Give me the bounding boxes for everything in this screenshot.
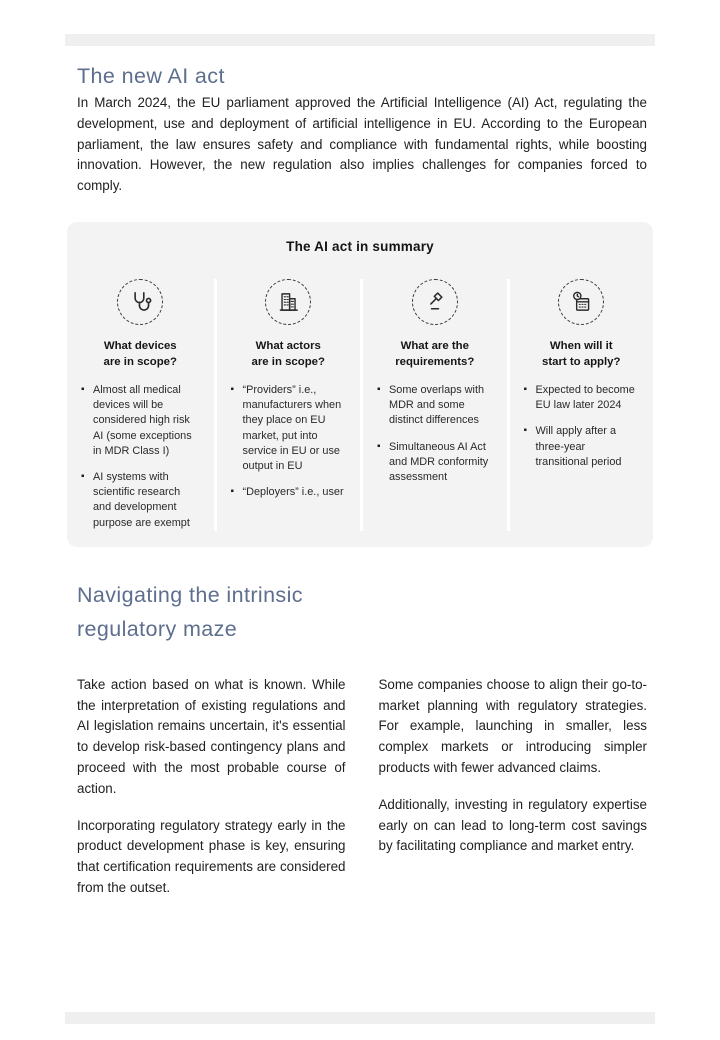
column-heading: What are the requirements?	[395, 339, 475, 368]
summary-card	[67, 222, 653, 547]
bullet-item: ▪ “Providers” i.e., manufacturers when they place on EU market, put into service in EU or use output in EU	[230, 383, 348, 474]
bullet-item: ▪ Simultaneous AI Act and MDR conformity assessment	[376, 440, 494, 486]
section1-title: The new AI act	[77, 64, 225, 88]
bullet-item: ▪ Will apply after a three-year transitional period	[523, 424, 641, 470]
paragraph: Additionally, investing in regulatory expertise early on can lead to long-term cost savings by facilitating compliance and market entry.	[378, 796, 647, 854]
paragraph: Incorporating regulatory strategy early in the product development phase is key, ensuring that certification requirements are considered from the outset.	[77, 817, 346, 895]
bullet-item: ▪ Expected to become EU law later 2024	[523, 383, 641, 413]
summary-column-actors	[214, 279, 361, 531]
building-icon	[265, 279, 311, 325]
column-bullet-list	[80, 383, 201, 531]
stethoscope-icon	[117, 279, 163, 325]
bullet-item: ▪ Some overlaps with MDR and some distinct differences	[376, 383, 494, 429]
summary-column-devices	[67, 279, 214, 531]
summary-card-title: The AI act in summary	[286, 238, 434, 254]
paragraph: Some companies choose to align their go-to-market planning with regulatory strategies. For example, launching in smaller, less complex markets or introducing simpler products with fewer advanced claims.	[378, 676, 647, 775]
gavel-icon	[412, 279, 458, 325]
summary-column-requirements	[360, 279, 507, 531]
bullet-item: ▪ Almost all medical devices will be considered high risk AI (some exceptions in MDR Class I)	[80, 383, 201, 459]
page-content	[77, 60, 647, 899]
top-decorative-bar	[65, 34, 655, 46]
paragraph: Take action based on what is known. While the interpretation of existing regulations and AI legislation remains uncertain, it's essential to develop risk-based contingency plans and proceed with the most probable course of action.	[77, 676, 346, 796]
section2-title: Navigating the intrinsic regulatory maze	[77, 582, 303, 641]
column-heading: When will it start to apply?	[542, 339, 621, 368]
summary-column-timeline	[507, 279, 654, 531]
right-text-column	[379, 675, 648, 899]
bottom-decorative-bar	[65, 1012, 655, 1024]
summary-columns	[67, 279, 653, 531]
section1-intro-paragraph: In March 2024, the EU parliament approved the Artificial Intelligence (AI) Act, regulating the development, use and deployment of artificial intelligence in EU. According to the European parliament, the law ensures safety and compliance with fundamental rights, while boosting innovation. However, the new regulation also implies challenges for companies forced to comply.	[77, 95, 647, 194]
column-bullet-list	[376, 383, 494, 485]
column-bullet-list	[230, 383, 348, 500]
two-column-text	[77, 675, 647, 899]
clock-calendar-icon	[558, 279, 604, 325]
bullet-item: ▪ “Deployers” i.e., user	[230, 485, 348, 500]
column-heading: What devices are in scope?	[103, 339, 177, 368]
left-text-column	[77, 675, 346, 899]
bullet-item: ▪ AI systems with scientific research and development purpose are exempt	[80, 470, 201, 531]
column-heading: What actors are in scope?	[251, 339, 325, 368]
column-bullet-list	[523, 383, 641, 470]
